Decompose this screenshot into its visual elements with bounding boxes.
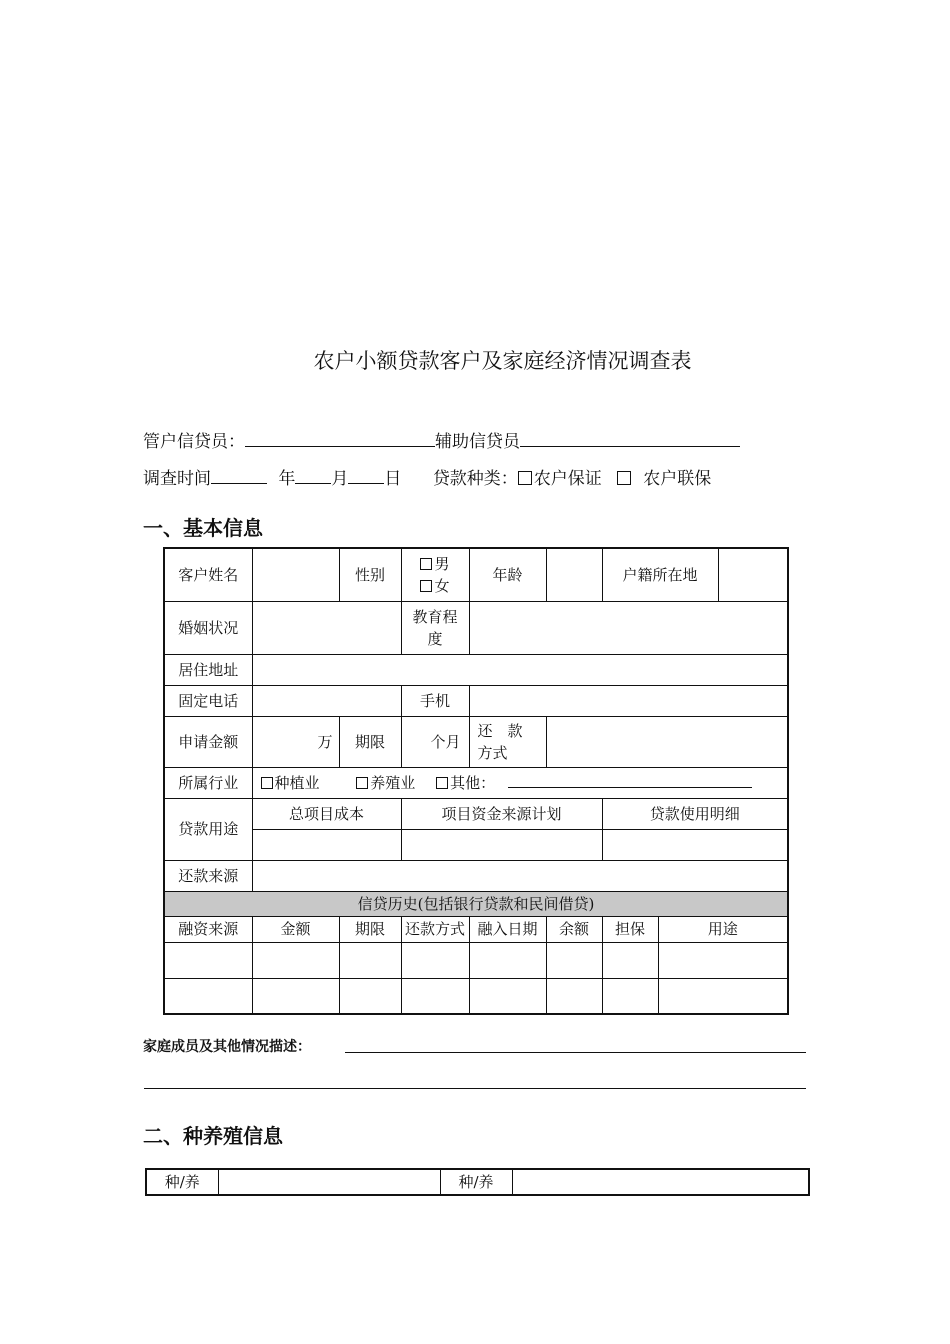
industry-options	[252, 767, 788, 798]
usage-detail-field[interactable]	[602, 829, 788, 860]
wan-unit: 万	[317, 732, 333, 751]
family-description-line-2[interactable]	[144, 1088, 806, 1089]
fund-plan-field[interactable]	[401, 829, 602, 860]
age-field[interactable]	[546, 548, 602, 601]
farming-label-1: 种/养	[146, 1169, 218, 1195]
repay-method-label	[469, 716, 546, 767]
term-field[interactable]	[401, 716, 469, 767]
officer-line	[143, 427, 740, 452]
purpose-label: 贷款用途	[164, 798, 252, 860]
year-label: 年	[278, 469, 296, 489]
credit-history-title: 信贷历史(包括银行贷款和民间借贷)	[164, 891, 788, 916]
credit-cell[interactable]	[401, 978, 469, 1014]
female-checkbox[interactable]	[420, 580, 432, 592]
credit-header-balance: 余额	[546, 916, 602, 942]
survey-time-field[interactable]	[211, 467, 267, 484]
credit-cell[interactable]	[546, 978, 602, 1014]
joint-guarantee-checkbox[interactable]	[617, 471, 631, 485]
credit-header-source: 融资来源	[164, 916, 252, 942]
customer-name-label: 客户姓名	[164, 548, 252, 601]
hukou-field[interactable]	[718, 548, 788, 601]
credit-header-use: 用途	[658, 916, 788, 942]
repay-source-field[interactable]	[252, 860, 788, 891]
industry-label: 所属行业	[164, 767, 252, 798]
education-label-line1: 教育程	[412, 607, 458, 626]
farming-field-2[interactable]	[512, 1169, 809, 1195]
credit-cell[interactable]	[658, 978, 788, 1014]
primary-officer-label: 管户信贷员：	[143, 432, 245, 452]
day-field[interactable]	[348, 467, 384, 484]
section-basic-info-heading: 一、基本信息	[143, 516, 263, 540]
hukou-label: 户籍所在地	[602, 548, 718, 601]
credit-cell[interactable]	[164, 978, 252, 1014]
male-label: 男	[434, 554, 450, 573]
total-cost-field[interactable]	[252, 829, 401, 860]
credit-cell[interactable]	[602, 942, 658, 978]
credit-cell[interactable]	[469, 942, 546, 978]
planting-checkbox[interactable]	[261, 777, 273, 789]
credit-cell[interactable]	[339, 942, 401, 978]
credit-cell[interactable]	[658, 942, 788, 978]
education-label	[401, 601, 469, 654]
age-label: 年龄	[469, 548, 546, 601]
guarantee-option-label: 农户保证	[533, 469, 602, 489]
survey-line	[143, 464, 711, 489]
customer-name-field[interactable]	[252, 548, 339, 601]
credit-cell[interactable]	[469, 978, 546, 1014]
survey-time-label: 调查时间	[143, 469, 211, 489]
other-checkbox[interactable]	[436, 777, 448, 789]
mobile-label: 手机	[401, 685, 469, 716]
credit-header-repay-method: 还款方式	[401, 916, 469, 942]
male-checkbox[interactable]	[420, 558, 432, 570]
basic-info-table	[163, 547, 789, 1015]
credit-cell[interactable]	[252, 978, 339, 1014]
month-field[interactable]	[295, 467, 331, 484]
gender-label: 性别	[339, 548, 401, 601]
planting-label: 种植业	[274, 774, 320, 792]
assistant-officer-field[interactable]	[520, 430, 740, 447]
breeding-label: 养殖业	[370, 774, 416, 792]
repay-method-label-line2: 方式	[477, 743, 508, 762]
credit-history-row	[164, 978, 788, 1014]
gender-options	[401, 548, 469, 601]
farming-field-1[interactable]	[218, 1169, 440, 1195]
address-field[interactable]	[252, 654, 788, 685]
family-description-line-1[interactable]	[345, 1052, 806, 1053]
credit-header-date: 融入日期	[469, 916, 546, 942]
day-label: 日	[384, 469, 402, 489]
marital-label: 婚姻状况	[164, 601, 252, 654]
credit-header-term: 期限	[339, 916, 401, 942]
total-cost-header: 总项目成本	[252, 798, 401, 829]
marital-field[interactable]	[252, 601, 401, 654]
fund-plan-header: 项目资金来源计划	[401, 798, 602, 829]
repay-source-label: 还款来源	[164, 860, 252, 891]
mobile-field[interactable]	[469, 685, 788, 716]
female-label: 女	[434, 576, 450, 595]
credit-header-amount: 金额	[252, 916, 339, 942]
education-label-line2: 度	[427, 629, 443, 648]
loan-type-label: 贷款种类：	[432, 469, 518, 489]
landline-field[interactable]	[252, 685, 401, 716]
farming-table	[145, 1168, 810, 1196]
credit-cell[interactable]	[546, 942, 602, 978]
assistant-officer-label: 辅助信贷员	[435, 432, 520, 452]
repay-method-label-line1: 还 款	[477, 721, 523, 740]
joint-guarantee-option-label: 农户联保	[643, 469, 712, 489]
credit-cell[interactable]	[401, 942, 469, 978]
amount-field[interactable]	[252, 716, 339, 767]
section-farming-heading: 二、种养殖信息	[143, 1124, 283, 1148]
page-title: 农户小额贷款客户及家庭经济情况调查表	[313, 349, 692, 373]
guarantee-checkbox[interactable]	[518, 471, 532, 485]
farming-label-2: 种/养	[440, 1169, 512, 1195]
address-label: 居住地址	[164, 654, 252, 685]
credit-history-row	[164, 942, 788, 978]
term-label: 期限	[339, 716, 401, 767]
breeding-checkbox[interactable]	[356, 777, 368, 789]
repay-method-field[interactable]	[546, 716, 788, 767]
usage-detail-header: 贷款使用明细	[602, 798, 788, 829]
credit-cell[interactable]	[339, 978, 401, 1014]
education-field[interactable]	[469, 601, 788, 654]
credit-cell[interactable]	[602, 978, 658, 1014]
credit-cell[interactable]	[252, 942, 339, 978]
other-label: 其他：	[450, 774, 496, 792]
amount-label: 申请金额	[164, 716, 252, 767]
landline-label: 固定电话	[164, 685, 252, 716]
credit-header-guarantee: 担保	[602, 916, 658, 942]
month-unit: 个月	[430, 732, 461, 751]
primary-officer-field[interactable]	[245, 430, 435, 447]
month-label: 月	[331, 469, 349, 489]
credit-cell[interactable]	[164, 942, 252, 978]
other-industry-field[interactable]	[508, 771, 752, 788]
family-description-label: 家庭成员及其他情况描述：	[143, 1039, 311, 1055]
